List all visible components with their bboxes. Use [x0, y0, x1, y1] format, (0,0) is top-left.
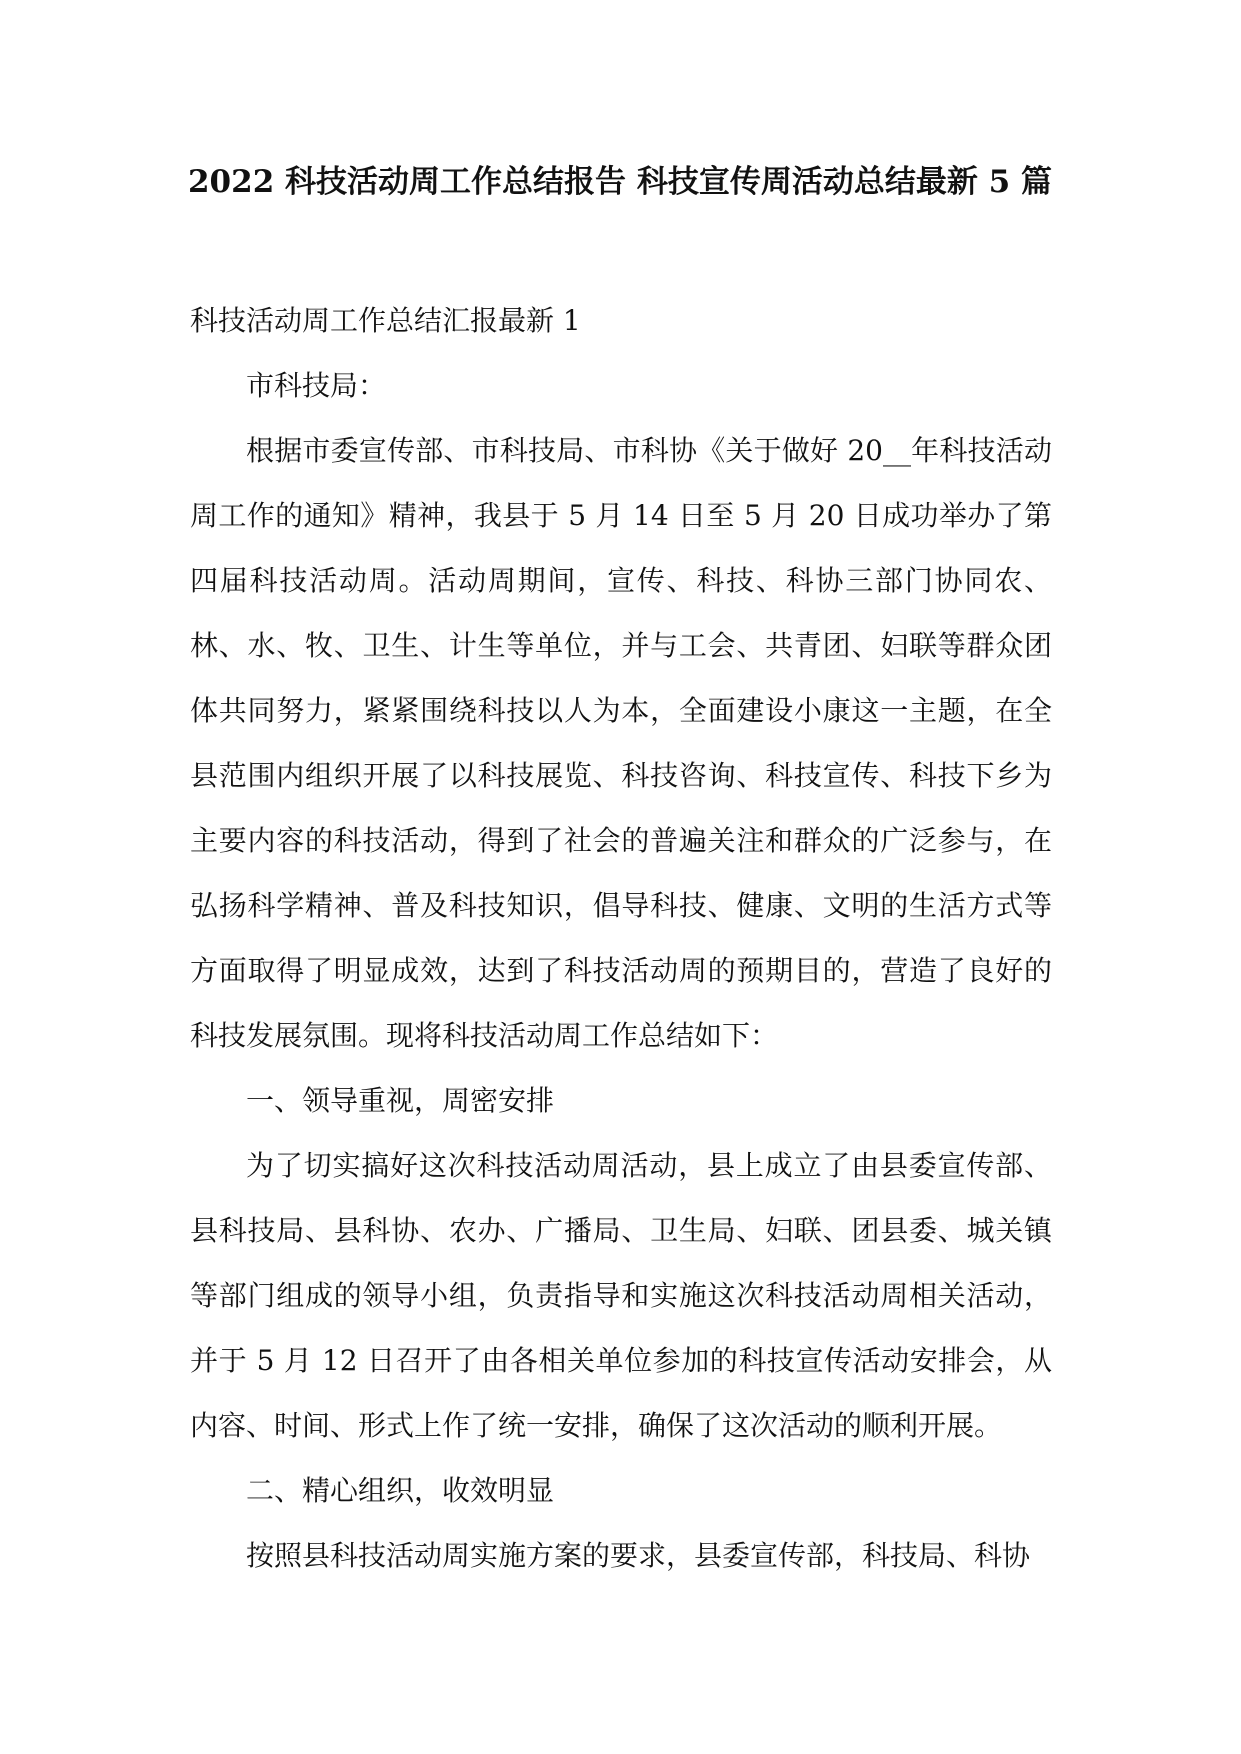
paragraph-organization: 按照县科技活动周实施方案的要求，县委宣传部，科技局、科协 [246, 1539, 1031, 1572]
document-body [190, 288, 1052, 1588]
salutation: 市科技局： [246, 369, 387, 402]
section-subtitle: 科技活动周工作总结汇报最新 1 [190, 304, 581, 337]
document-title: 2022 科技活动周工作总结报告 科技宣传周活动总结最新 5 篇 [187, 164, 1053, 200]
heading-organization: 二、精心组织，收效明显 [246, 1474, 555, 1507]
paragraph-leadership: 为了切实搞好这次科技活动周活动，县上成立了由县委宣传部、县科技局、县科协、农办、广播局、卫生局、妇联、团县委、城关镇等部门组成的领导小组，负责指导和实施这次科技活动周相关活动，并于 5 月 12 日召开了由各相关单位参加的科技宣传活动安排会，从内容、时间、形式上作了统一安排，确保了这次活动的顺利开展。 [190, 1149, 1052, 1442]
paragraph-intro: 根据市委宣传部、市科技局、市科协《关于做好 20__年科技活动周工作的通知》精神，我县于 5 月 14 日至 5 月 20 日成功举办了第四届科技活动周。活动周期间，宣传、科技、科协三部门协同农、林、水、牧、卫生、计生等单位，并与工会、共青团、妇联等群众团体共同努力，紧紧围绕科技以人为本，全面建设小康这一主题，在全县范围内组织开展了以科技展览、科技咨询、科技宣传、科技下乡为主要内容的科技活动，得到了社会的普遍关注和群众的广泛参与，在弘扬科学精神、普及科技知识，倡导科技、健康、文明的生活方式等方面取得了明显成效，达到了科技活动周的预期目的，营造了良好的科技发展氛围。现将科技活动周工作总结如下： [190, 434, 1052, 1052]
heading-leadership: 一、领导重视，周密安排 [246, 1084, 555, 1117]
